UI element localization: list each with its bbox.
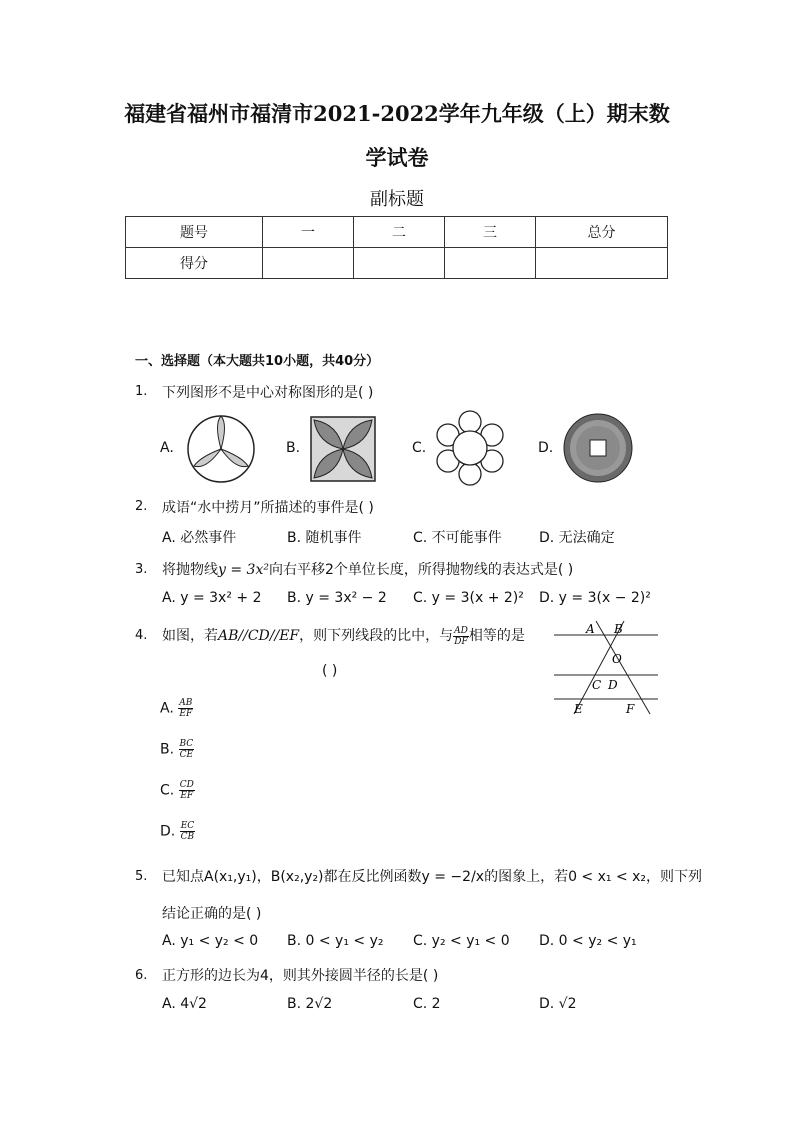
section-heading-choice: 一、选择题（本大题共10小题，共40分） xyxy=(135,354,380,369)
figure-label-b: B xyxy=(614,622,623,636)
page-title-line1: 福建省福州市福清市2021-2022学年九年级（上）期末数 xyxy=(124,101,670,126)
q5-option-c: C. y₂ < y₁ < 0 xyxy=(413,933,510,949)
q4-option-a-denominator: EF xyxy=(179,709,193,719)
q3-text-pre: 将抛物线 xyxy=(162,562,218,578)
q4-text-post: 相等的是 xyxy=(468,628,525,644)
q1-number: 1. xyxy=(135,384,148,399)
q4-fraction-denominator: DF xyxy=(454,636,468,647)
q4-expression: AB//CD//EF xyxy=(218,628,300,644)
q4-fraction-numerator: AD xyxy=(454,625,468,636)
q3-option-b: B. y = 3x² − 2 xyxy=(287,590,387,606)
q5-option-d: D. 0 < y₂ < y₁ xyxy=(539,933,637,949)
score-header-cell: 三 xyxy=(445,217,536,248)
q4-option-b xyxy=(160,739,194,760)
q2-option-d: D. 无法确定 xyxy=(539,530,615,546)
q3-option-c: C. y = 3(x + 2)² xyxy=(413,590,524,606)
figure-label-d: D xyxy=(608,678,618,692)
score-header-cell: 总分 xyxy=(536,217,668,248)
q5-text-line2: 结论正确的是( ) xyxy=(162,906,262,922)
q4-option-d-numerator: EC xyxy=(180,821,195,831)
q4-option-d-denominator: CB xyxy=(180,832,195,842)
q4-option-c-denominator: EF xyxy=(180,791,194,801)
q4-fraction xyxy=(453,626,469,647)
q4-option-a-numerator: AB xyxy=(179,698,193,708)
q2-option-c: C. 不可能事件 xyxy=(413,530,502,546)
q3-text-post: 向右平移2个单位长度，所得抛物线的表达式是( ) xyxy=(268,562,574,578)
score-header-cell: 一 xyxy=(263,217,354,248)
q4-option-d xyxy=(160,821,195,842)
q1-option-a-label: A. xyxy=(160,440,174,456)
q6-option-c: C. 2 xyxy=(413,996,441,1012)
q1-figure-c xyxy=(432,410,508,486)
q4-option-d-label: D. xyxy=(160,823,176,840)
q6-option-a: A. 4√2 xyxy=(162,996,207,1012)
q4-parallel-lines-figure xyxy=(550,617,662,717)
score-table xyxy=(125,216,668,279)
q1-figure-b xyxy=(308,414,378,484)
score-cell xyxy=(354,248,445,279)
q1-option-b-label: B. xyxy=(286,440,301,456)
score-header-cell: 题号 xyxy=(126,217,263,248)
figure-label-a: A xyxy=(586,622,595,636)
figure-label-f: F xyxy=(626,702,635,716)
score-header-cell: 二 xyxy=(354,217,445,248)
score-cell xyxy=(445,248,536,279)
q4-text-pre: 如图，若 xyxy=(162,628,218,644)
page-subtitle: 副标题 xyxy=(370,189,424,210)
q4-option-b-label: B. xyxy=(160,741,175,758)
q2-number: 2. xyxy=(135,499,148,514)
q1-option-d-label: D. xyxy=(538,440,554,456)
figure-label-e: E xyxy=(574,702,583,716)
q3-number: 3. xyxy=(135,562,148,577)
q2-text: 成语“水中捞月”所描述的事件是( ) xyxy=(162,500,374,516)
q4-option-c-numerator: CD xyxy=(179,780,194,790)
q5-option-a: A. y₁ < y₂ < 0 xyxy=(162,933,259,949)
q3-text xyxy=(162,559,573,579)
score-table-score-row xyxy=(126,248,668,279)
q5-text-line1: 已知点A(x₁,y₁)，B(x₂,y₂)都在反比例函数y = −2/x的图象上，若0 < x₁ < x₂，则下列 xyxy=(162,869,703,885)
q6-option-b: B. 2√2 xyxy=(287,996,333,1012)
q4-option-b-denominator: CE xyxy=(179,750,194,760)
q4-option-c xyxy=(160,780,195,801)
q4-text xyxy=(162,625,525,647)
q3-option-a: A. y = 3x² + 2 xyxy=(162,590,262,606)
q6-option-d: D. √2 xyxy=(539,996,577,1012)
q6-text: 正方形的边长为4，则其外接圆半径的长是( ) xyxy=(162,968,439,984)
q4-option-c-label: C. xyxy=(160,782,175,799)
q2-option-a: A. 必然事件 xyxy=(162,530,237,546)
score-table-header-row xyxy=(126,217,668,248)
page-title-line2: 学试卷 xyxy=(365,145,429,170)
q4-option-a-label: A. xyxy=(160,700,174,717)
q4-answer-paren: ( ) xyxy=(322,663,338,679)
q5-number: 5. xyxy=(135,869,148,884)
score-row-label: 得分 xyxy=(126,248,263,279)
q5-option-b: B. 0 < y₁ < y₂ xyxy=(287,933,384,949)
q1-figure-d xyxy=(562,412,634,484)
q4-option-a xyxy=(160,698,193,719)
score-cell xyxy=(536,248,668,279)
q1-text: 下列图形不是中心对称图形的是( ) xyxy=(162,385,374,401)
score-cell xyxy=(263,248,354,279)
q4-option-b-numerator: BC xyxy=(179,739,194,749)
q1-figure-a xyxy=(184,412,258,486)
q4-text-mid: ，则下列线段的比中，与 xyxy=(299,628,454,644)
q2-option-b: B. 随机事件 xyxy=(287,530,362,546)
q4-number: 4. xyxy=(135,628,148,643)
q6-number: 6. xyxy=(135,968,148,983)
figure-label-o: O xyxy=(612,652,622,666)
figure-label-c: C xyxy=(592,678,602,692)
q1-option-c-label: C. xyxy=(412,440,427,456)
q3-option-d: D. y = 3(x − 2)² xyxy=(539,590,651,606)
q3-expression: y = 3x² xyxy=(218,562,269,578)
